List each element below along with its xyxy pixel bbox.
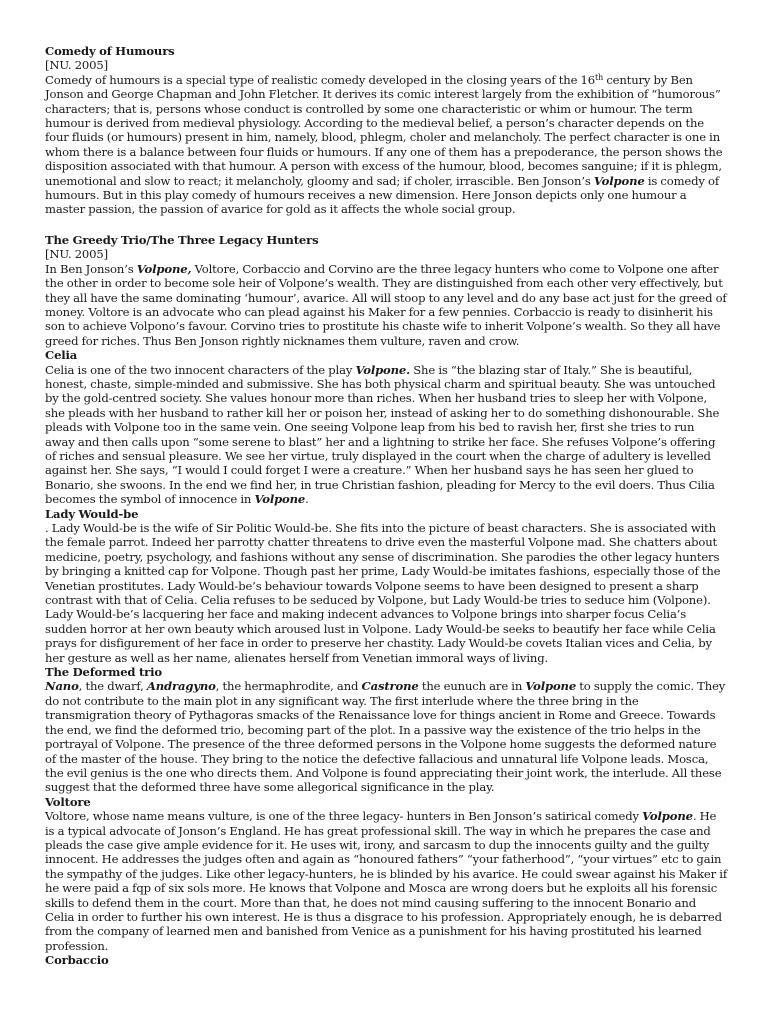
paragraph-deformed-trio <box>45 679 727 794</box>
text-run: is comedy of humours. But in this play comedy of humours receives a new dimension. Here Jonson depicts only one humour a master passion, the passion of avarice for gold as it affects the whole social group. <box>45 173 720 217</box>
character-name: Nano <box>45 679 79 694</box>
text-run: In Ben Jonson’s <box>45 261 137 276</box>
text-run: Voltore, Corbaccio and Corvino are the three legacy hunters who come to Volpone one after the other in order to become sole heir of Volpone’s wealth. They are distinguished from each other very effectively, but they all have the same dominating ‘humour’, avarice. All will stoop to any level and do any base act just for the greed of money. Voltore is an advocate who can plead against his Maker for a few pennies. Corbaccio is ready to disinherit his son to achieve Volpono’s favour. Corvino tries to prostitute his chaste wife to inherit Volpone’s wealth. So they all have greed for riches. Thus Ben Jonson rightly nicknames them vulture, raven and crow. <box>45 261 727 348</box>
section-heading-voltore: Voltore <box>45 794 91 809</box>
text-run: Comedy of humours is a special type of realistic comedy developed in the closing years of the <box>45 72 581 87</box>
text-run: the eunuch are in <box>418 679 526 694</box>
paragraph-lady-would-be: . Lady Would-be is the wife of Sir Politic Would-be. She fits into the picture of beast characters. She is associated with the female parrot. Indeed her parrotty chatter threatens to drive even the masterful Volpone mad. She chatters about medicine, poetry, psychology, and fashions without any sense of discrimination. She parodies the other legacy hunters by bringing a knitted cap for Volpone. Though past her prime, Lady Would-be imitates fashions, especially those of the Venetian prostitutes. Lady Would-be’s behaviour towards Volpone seems to have been designed to present a sharp contrast with that of Celia. Celia refuses to be seduced by Volpone, but Lady Would-be tries to seduce him (Volpone). Lady Would-be’s lacquering her face and making indecent advances to Volpone brings into sharper focus Celia’s sudden horror at her own beauty which aroused lust in Volpone. Lady Would-be seeks to beautify her face while Celia prays for disfigurement of her face in order to preserve her chastity. Lady Would-be covets Italian vices and Celia, by her gesture as well as her name, alienates herself from Venetian immoral ways of living. <box>45 521 721 665</box>
section-heading-lady-would-be: Lady Would-be <box>45 506 139 521</box>
text-run: Voltore, whose name means vulture, is one of the three legacy- hunters in Ben Jonson’s satirical comedy <box>45 809 643 824</box>
text-run: Celia is one of the two innocent characters of the play <box>45 362 356 377</box>
text-run: She is “the blazing star of Italy.” She is beautiful, honest, chaste, simple-minded and submissive. She has both physical charm and spiritual beauty. She was untouched by the gold-centred society. She values honour more than riches. When her husband tries to sleep her with Volpone, she pleads with her husband to rather kill her or poison her, instead of asking her to do something dishonourable. She pleads with Volpone too in the same vein. One seeing Volpone leap from his bed to ravish her, first she tries to run away and then calls upon “some serene to blast” her and a lightning to strike her face. She refuses Volpone’s offering of riches and sensual pleasure. We see her virtue, truly displayed in the court when the charge of adultery is levelled against her. She says, “I would I could forget I were a creature.” When her husband says he has seen her glued to Bonario, she swoons. In the end we find her, in true Christian fashion, pleading for Mercy to the evil doers. Thus Cilia becomes the symbol of innocence in <box>45 362 720 507</box>
text-run: . He is a typical advocate of Jonson’s England. He has great professional skill. The way in which he prepares the case and pleads the case give ample evidence for it. He uses wit, irony, and sarcasm to dup the innocents guilty and the guilty innocent. He addresses the judges often and again as “honoured fathers” “your fatherhood”, “your virtues” etc to gain the sympathy of the judges. Like other legacy-hunters, he is blinded by his avarice. He could swear against his Maker if he were paid a fqp of six sols more. He knows that Volpone and Mosca are wrong doers but he exploits all his forensic skills to defend them in the court. More than that, he does not mind causing suffering to the innocent Bonario and Celia in order to further his own interest. He is thus a disgrace to his profession. Appropriately enough, he is debarred from the company of learned men and banished from Venice as a punishment for his having prostituted his learned profession. <box>45 809 727 953</box>
section-heading-celia: Celia <box>45 348 78 363</box>
paragraph-celia <box>45 363 727 507</box>
paragraph-comedy-of-humours <box>45 73 727 217</box>
paragraph-greedy-trio <box>45 262 727 348</box>
section-heading-corbaccio: Corbaccio <box>45 953 109 968</box>
text-run: , the dwarf, <box>78 679 147 694</box>
section-heading-comedy-of-humours: Comedy of Humours <box>45 44 175 58</box>
section-heading-greedy-trio: The Greedy Trio/The Three Legacy Hunters <box>45 232 319 247</box>
play-title: Volpone <box>254 492 306 507</box>
section-heading-deformed-trio: The Deformed trio <box>45 665 162 680</box>
paragraph-voltore <box>45 809 727 953</box>
exam-reference: [NU. 2005] <box>45 247 108 262</box>
character-name: Castrone <box>361 679 419 694</box>
play-title: Volpone, <box>136 261 192 276</box>
play-title: Volpone <box>593 173 645 188</box>
play-title: Volpone <box>525 679 577 694</box>
ordinal-superscript: th <box>595 72 604 82</box>
text-run: . <box>305 492 309 507</box>
character-name: Andragyno <box>146 679 216 694</box>
exam-reference: [NU. 2005] <box>45 58 108 73</box>
text-run: century by Ben Jonson and George Chapman and John Fletcher. It derives its comic interest largely from the exhibition of “humorous” characters; that is, persons whose conduct is controlled by some one characteristic or whim or humour. The term humour is derived from medieval physiology. According to the medieval belief, a person’s character depends on the four fluids (or humours) present in him, namely, blood, phlegm, choler and melancholy. The perfect character is one in whom there is a balance between four fluids or humours. If any one of them has a prepoderance, the person shows the disposition associated with that humour. A person with excess of the humour, blood, becomes sanguine; if it is phlegm, unemotional and slow to react; it melancholy, gloomy and sad; if choler, irrascible. Ben Jonson’s <box>45 72 723 188</box>
document-page <box>45 44 727 968</box>
superscript-number: 16 <box>580 72 595 87</box>
text-run: , the hermaphrodite, and <box>215 679 362 694</box>
play-title: Volpone. <box>355 362 411 377</box>
text-run: to supply the comic. They do not contribute to the main plot in any significant way. The first interlude where the three bring in the transmigration theory of Pythagoras smacks of the Renaissance love for things ancient in Rome and Greece. Towards the end, we find the deformed trio, becoming part of the plot. In a passive way the existence of the trio helps in the portrayal of Volpone. The presence of the three deformed persons in the Volpone home suggests the deformed nature of the master of the house. They bring to the notice the defective fallacious and unnatural life Volpone leads. Mosca, the evil genius is the one who directs them. And Volpone is found appreciating their joint work, the interlude. All these suggest that the deformed three have some allegorical significance in the play. <box>45 679 726 795</box>
play-title: Volpone <box>642 809 693 824</box>
